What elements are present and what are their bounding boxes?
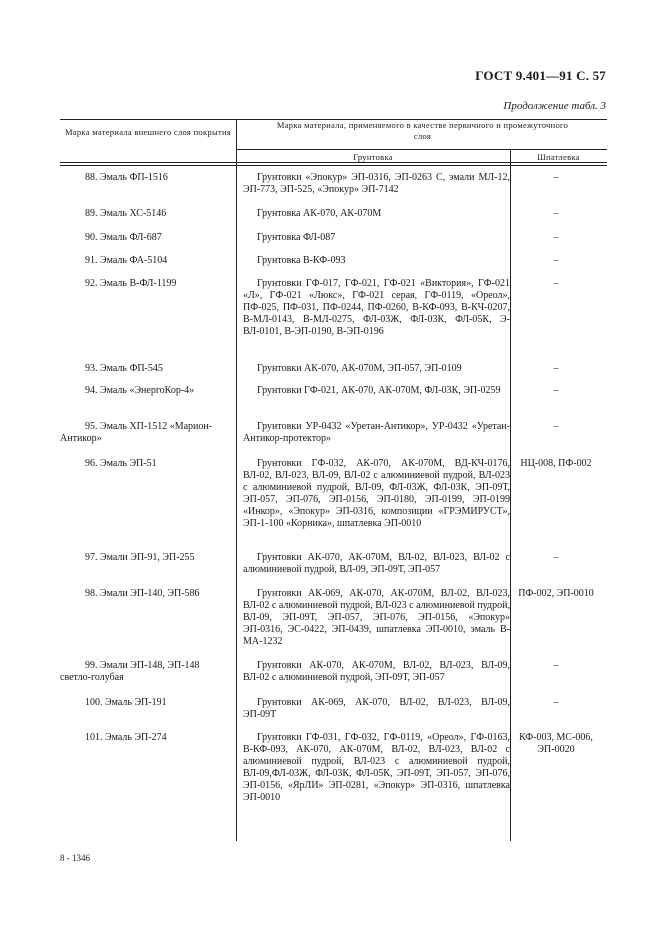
outer-coat-cell <box>60 697 231 709</box>
outer-coat-text: 101. Эмаль ЭП-274 <box>85 732 167 743</box>
outer-coat-cell <box>60 208 231 220</box>
primer-cell: Грунтовки АК-069, АК-070, АК-070М, ВЛ-02, ВЛ-023, ВЛ-02 с алюминиевой пудрой, ВЛ-023 с алюминиевой пудрой, ВЛ-09, ЭП-09Т, ЭП-057, ЭП-076, ЭП-0156, «Эпокур» ЭП-0316, ЭС-0422, ЭП-0439, шпатлевка ЭП-0010, эмаль В-МА-1232 <box>243 588 510 647</box>
primer-cell: Грунтовки АК-069, АК-070, ВЛ-02, ВЛ-023, ВЛ-09, ЭП-09Т <box>243 697 510 720</box>
outer-coat-text: 95. Эмаль ХП-1512 «Марион-Антикор» <box>60 421 213 444</box>
primer-cell: Грунтовки АК-070, АК-070М, ВЛ-02, ВЛ-023, ВЛ-09, ВЛ-02 с алюминиевой пудрой, ЭП-09Т, ЭП-057 <box>243 660 510 683</box>
putty-cell: – <box>553 278 559 289</box>
column-header-primer-group: Марка материала, применяемого в качестве первичного и промежуточного слоя <box>276 120 569 141</box>
outer-coat-text: 97. Эмали ЭП-91, ЭП-255 <box>85 552 195 563</box>
outer-coat-text: 94. Эмаль «ЭнергоКор-4» <box>85 385 195 396</box>
outer-coat-cell <box>60 732 231 744</box>
primer-cell: Грунтовки УР-0432 «Уретан-Антикор», УР-0432 «Уретан-Антикор-протектор» <box>243 421 510 444</box>
outer-coat-text: 96. Эмаль ЭП-51 <box>85 458 157 469</box>
primer-cell: Грунтовка ФЛ-087 <box>257 232 336 243</box>
outer-coat-cell <box>60 588 231 600</box>
putty-cell: ПФ-002, ЭП-0010 <box>518 588 594 599</box>
column-header-primer: Грунтовка <box>353 152 393 162</box>
putty-cell: – <box>553 421 559 432</box>
column-divider-2 <box>510 149 511 841</box>
outer-coat-cell <box>60 278 231 290</box>
outer-coat-text: 91. Эмаль ФА-5104 <box>85 255 168 266</box>
putty-cell: – <box>553 385 559 396</box>
primer-cell: Грунтовки «Эпокур» ЭП-0316, ЭП-0263 С, эмали МЛ-12, ЭП-773, ЭП-525, «Эпокур» ЭП-7142 <box>243 172 510 195</box>
putty-cell: – <box>553 255 559 266</box>
outer-coat-text: 88. Эмаль ФП-1516 <box>85 172 168 183</box>
outer-coat-cell <box>60 421 231 445</box>
putty-cell: – <box>553 172 559 183</box>
primer-cell: Грунтовки АК-070, АК-070М, ВЛ-02, ВЛ-023, ВЛ-02 с алюминиевой пудрой, ВЛ-09, ЭП-09Т, ЭП-057 <box>243 552 510 575</box>
putty-cell: – <box>553 552 559 563</box>
putty-cell: – <box>553 363 559 374</box>
column-header-putty: Шпатлевка <box>537 152 580 162</box>
putty-cell: – <box>553 208 559 219</box>
putty-cell: НЦ-008, ПФ-002 <box>520 458 592 469</box>
outer-coat-text: 99. Эмали ЭП-148, ЭП-148 светло-голубая <box>60 660 200 683</box>
table-continuation-label: Продолжение табл. 3 <box>503 100 606 112</box>
header-sub-divider <box>236 149 607 150</box>
primer-cell: Грунтовки ГФ-032, АК-070, АК-070М, ВД-КЧ-0176, ВЛ-02, ВЛ-023, ВЛ-09, ВЛ-02 с алюминиевой пудрой, ВЛ-023 с алюминиевой пудрой, ВЛ-09, ФЛ-03Ж, ФЛ-03К, ЭП-09Т, ЭП-057, ЭП-076, ЭП-0156, ЭП-0180, ЭП-0199, ЭП-0199 «Инкор», «Эпокур» ЭП-0316, композиции «ГРЭМИРУСТ», ЭП-1-100 «Корника», шпатлевка ЭП-0010 <box>243 458 510 529</box>
outer-coat-text: 93. Эмаль ФП-545 <box>85 363 163 374</box>
primer-cell: Грунтовки ГФ-031, ГФ-032, ГФ-0119, «Ореол», ГФ-0163, В-КФ-093, АК-070, АК-070М, ВЛ-02, ВЛ-023, ВЛ-02 с алюминиевой пудрой, ВЛ-023 с алюминиевой пудрой, ВЛ-09,ФЛ-03Ж, ФЛ-03К, ФЛ-05К, ЭП-09Т, ЭП-057, ЭП-076, ЭП-0156, «ЯрЛИ» ЭП-0281, «Эпокур» ЭП-0316, шпатлевка ЭП-0010 <box>243 732 510 803</box>
outer-coat-cell <box>60 660 231 684</box>
primer-cell: Грунтовки ГФ-021, АК-070, АК-070М, ФЛ-03К, ЭП-0259 <box>257 385 501 396</box>
putty-cell: – <box>553 232 559 243</box>
outer-coat-cell <box>60 458 231 470</box>
page-header: ГОСТ 9.401—91 С. 57 <box>475 68 606 83</box>
column-header-outer: Марка материала внешнего слоя покрытия <box>64 127 232 137</box>
outer-coat-cell <box>60 232 231 244</box>
putty-cell: – <box>553 697 559 708</box>
primer-cell: Грунтовки АК-070, АК-070М, ЭП-057, ЭП-0109 <box>257 363 462 374</box>
outer-coat-cell <box>60 385 231 397</box>
column-divider-1 <box>236 119 237 841</box>
primer-cell: Грунтовка АК-070, АК-070М <box>257 208 382 219</box>
outer-coat-cell <box>60 363 231 375</box>
outer-coat-cell <box>60 552 231 564</box>
outer-coat-text: 89. Эмаль ХС-5146 <box>85 208 167 219</box>
page-footer-code: 8 - 1346 <box>60 853 90 863</box>
outer-coat-text: 90. Эмаль ФЛ-687 <box>85 232 162 243</box>
outer-coat-cell <box>60 255 231 267</box>
primer-cell: Грунтовки ГФ-017, ГФ-021, ГФ-021 «Виктория», ГФ-021 «Л», ГФ-021 «Люкс», ГФ-021 серая, ГФ-0119, «Ореол», ПФ-025, ПФ-031, ПФ-0244, ПФ-0260, В-КФ-093, В-КЧ-0207, В-МЛ-0143, В-МЛ-0275, ФЛ-03Ж, ФЛ-03К, ФЛ-05К, Э-ВЛ-0101, В-ЭП-0190, В-ЭП-0196 <box>243 278 510 337</box>
outer-coat-cell <box>60 172 231 184</box>
putty-cell: – <box>553 660 559 671</box>
primer-cell: Грунтовка В-КФ-093 <box>257 255 346 266</box>
outer-coat-text: 92. Эмаль В-ФЛ-1199 <box>85 278 177 289</box>
putty-cell: КФ-003, МС-006, ЭП-0020 <box>519 732 593 755</box>
outer-coat-text: 98. Эмали ЭП-140, ЭП-586 <box>85 588 200 599</box>
outer-coat-text: 100. Эмаль ЭП-191 <box>85 697 167 708</box>
header-bottom-rule-2 <box>60 165 607 166</box>
